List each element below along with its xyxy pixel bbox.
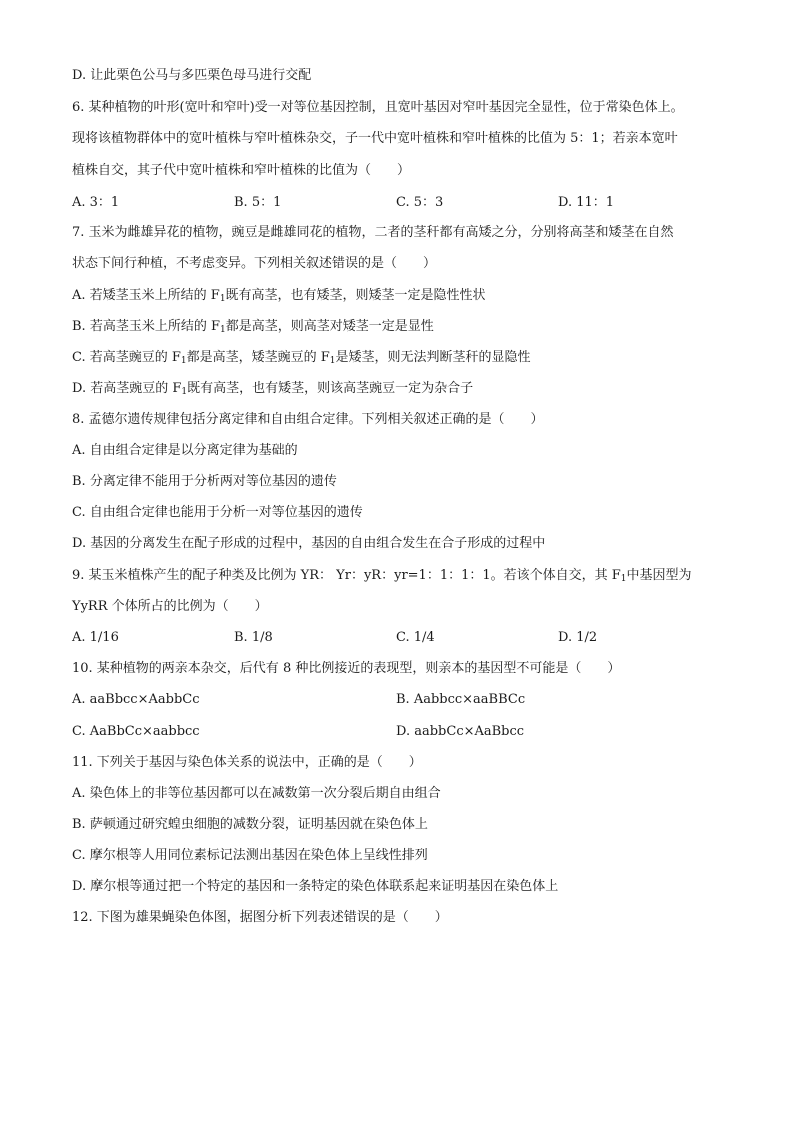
q6-option-c: C. 5：3 [396,195,444,210]
q7-option-b: B. 若高茎玉米上所结的 $F_1$都是高茎，则高茎对矮茎一定是显性 [72,319,434,335]
q6-option-b: B. 5：1 [234,195,282,210]
q6-option-d: D. 11：1 [558,195,615,210]
q5-option-d: D. 让此栗色公马与多匹栗色母马进行交配 [72,68,312,83]
q7-option-a: A. 若矮茎玉米上所结的 $F_1$既有高茎，也有矮茎，则矮茎一定是隐性性状 [72,288,486,304]
q9-stem-line-2: YyRR 个体所占的比例为（ ） [72,599,268,614]
q10-stem: 10. 某种植物的两亲本杂交，后代有 8 种比例接近的表现型，则亲本的基因型不可能是（ ） [72,661,621,676]
q7-option-c: C. 若高茎豌豆的 $F_1$都是高茎，矮茎豌豆的 $F_1$是矮茎，则无法判断茎秆的显隐性 [72,350,531,366]
q10-option-d: D. aabbCc×AaBbcc [396,724,525,739]
q8-option-d: D. 基因的分离发生在配子形成的过程中，基因的自由组合发生在合子形成的过程中 [72,536,546,551]
q9-option-a: A. 1/16 [72,630,119,645]
q11-option-d: D. 摩尔根等通过把一个特定的基因和一条特定的染色体联系起来证明基因在染色体上 [72,879,559,894]
q9-option-c: C. 1/4 [396,630,435,645]
q8-option-b: B. 分离定律不能用于分析两对等位基因的遗传 [72,474,337,489]
q9-option-d: D. 1/2 [558,630,598,645]
q6-stem-line-2: 现将该植物群体中的宽叶植株与窄叶植株杂交，子一代中宽叶植株和窄叶植株的比值为 5：1；若亲本宽叶 [72,131,678,146]
q10-option-b: B. Aabbcc×aaBBCc [396,692,526,707]
q12-stem: 12. 下图为雄果蝇染色体图，据图分析下列表述错误的是（ ） [72,910,448,925]
q10-option-c: C. AaBbCc×aabbcc [72,724,200,739]
q11-option-a: A. 染色体上的非等位基因都可以在减数第一次分裂后期自由组合 [72,786,441,801]
q11-option-c: C. 摩尔根等人用同位素标记法测出基因在染色体上呈线性排列 [72,848,428,863]
q8-option-a: A. 自由组合定律是以分离定律为基础的 [72,443,298,458]
q11-option-b: B. 萨顿通过研究蝗虫细胞的减数分裂，证明基因就在染色体上 [72,817,428,832]
q9-option-b: B. 1/8 [234,630,273,645]
q6-option-a: A. 3：1 [72,195,120,210]
q9-stem-line-1: 9. 某玉米植株产生的配子种类及比例为 YR： Yr：yR：yr=1：1：1：1。若该个体自交，其 $F_1$中基因型为 [72,568,692,584]
q7-option-d: D. 若高茎豌豆的 $F_1$既有高茎，也有矮茎，则该高茎豌豆一定为杂合子 [72,381,474,397]
q8-stem: 8. 孟德尔遗传规律包括分离定律和自由组合定律。下列相关叙述正确的是（ ） [72,412,544,427]
q10-option-a: A. aaBbcc×AabbCc [72,692,200,707]
q11-stem: 11. 下列关于基因与染色体关系的说法中，正确的是（ ） [72,755,422,770]
q7-stem-line-1: 7. 玉米为雌雄异花的植物，豌豆是雌雄同花的植物，二者的茎秆都有高矮之分，分别将高茎和矮茎在自然 [72,225,674,240]
q6-stem-line-1: 6. 某种植物的叶形(宽叶和窄叶)受一对等位基因控制，且宽叶基因对窄叶基因完全显性，位于常染色体上。 [72,100,684,115]
q6-stem-line-3: 植株自交，其子代中宽叶植株和窄叶植株的比值为（ ） [72,163,411,178]
q7-stem-line-2: 状态下间行种植，不考虑变异。下列相关叙述错误的是（ ） [72,256,437,271]
q8-option-c: C. 自由组合定律也能用于分析一对等位基因的遗传 [72,505,363,520]
